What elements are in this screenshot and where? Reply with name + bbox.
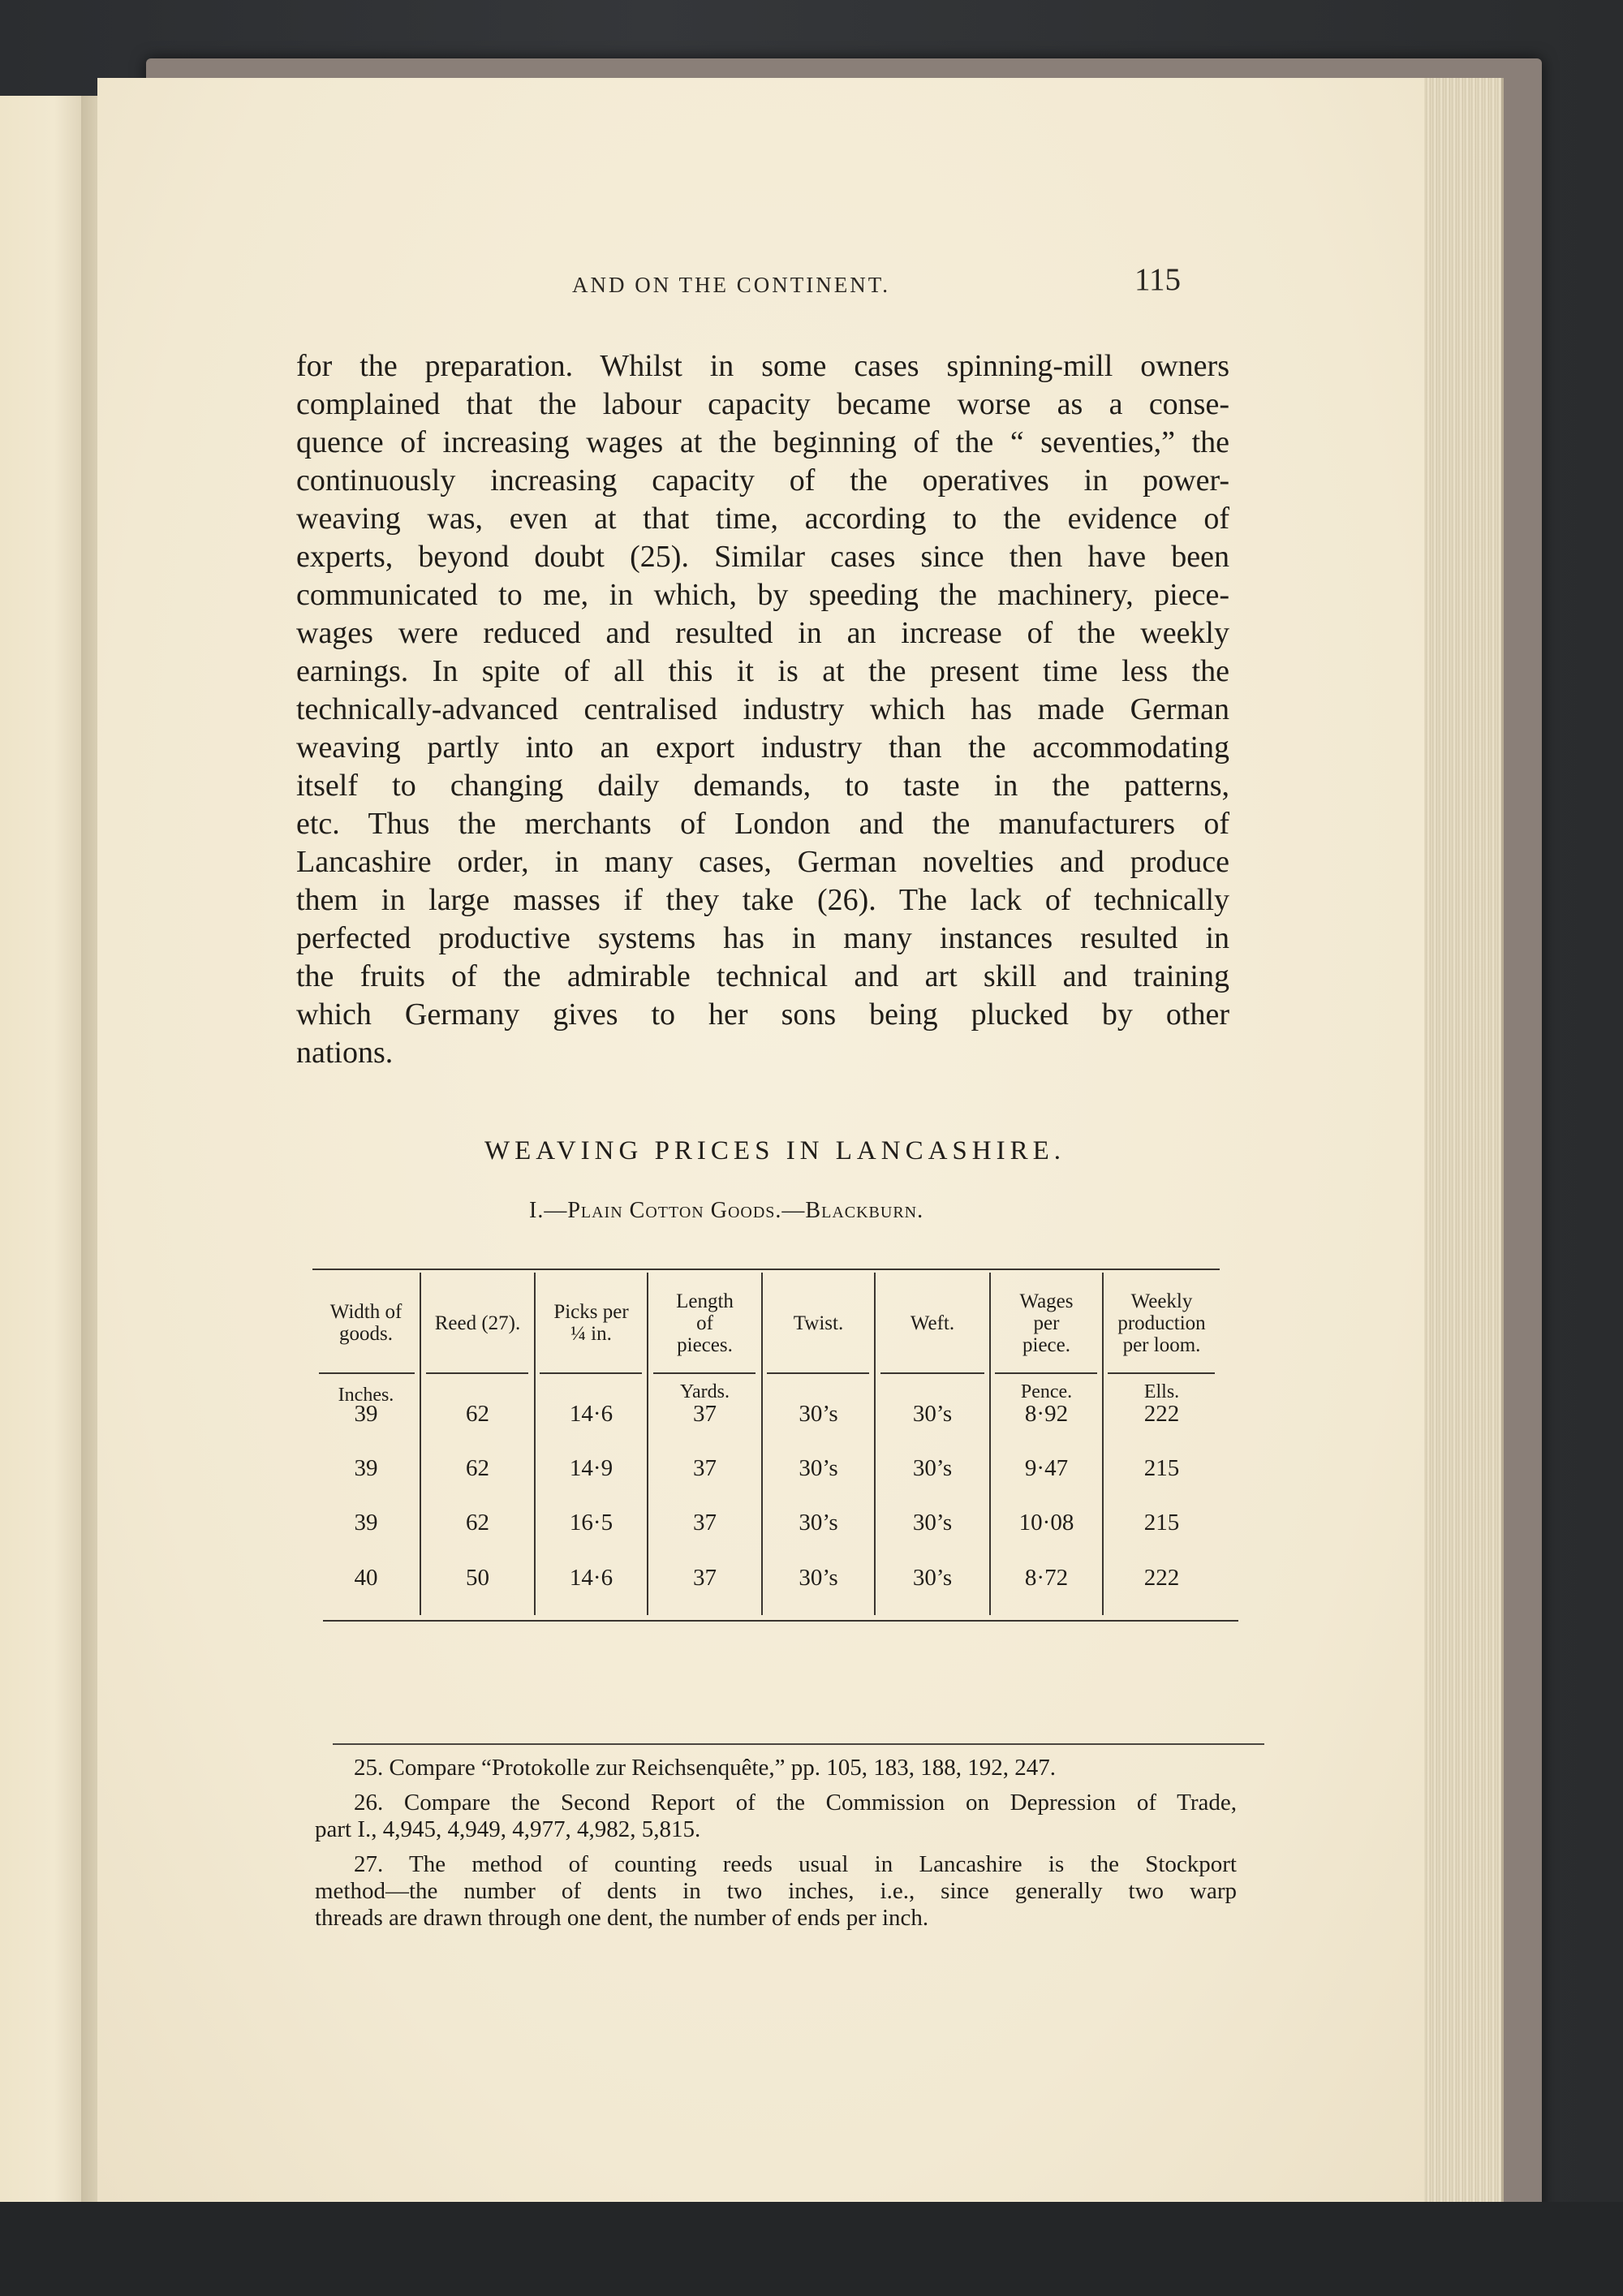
page-number: 115 — [1134, 262, 1182, 297]
unit-width: Inches. — [338, 1385, 394, 1406]
body-line: for the preparation. Whilst in some cases spinning-mill owners — [296, 349, 1229, 383]
cell-twist: 30’s — [799, 1565, 838, 1591]
table-bottom-rule — [323, 1620, 1238, 1622]
cell-production: 215 — [1143, 1455, 1180, 1481]
footnote-line: 27. The method of counting reeds usual in Lancashire is the Stockport — [354, 1851, 1237, 1877]
body-line: etc. Thus the merchants of London and the manufacturers of — [296, 807, 1229, 841]
cell-width: 39 — [354, 1455, 378, 1481]
unit-production: Ells. — [1143, 1381, 1180, 1402]
cell-wages: 10·08 — [1018, 1510, 1074, 1536]
cell-production: 222 — [1143, 1565, 1180, 1591]
cell-length: 37 — [693, 1455, 717, 1481]
body-line: wages were reduced and resulted in an increase of the weekly — [296, 616, 1229, 650]
body-line: continuously increasing capacity of the operatives in power- — [296, 463, 1229, 498]
body-line: earnings. In spite of all this it is at the present time less the — [296, 654, 1229, 688]
footnote-rule — [333, 1743, 1264, 1745]
body-line: technically-advanced centralised industry which has made German — [296, 692, 1229, 726]
footnote-line: part I., 4,945, 4,949, 4,977, 4,982, 5,815. — [315, 1816, 701, 1842]
header-production: Weekly production per loom. — [1117, 1290, 1206, 1356]
cell-production: 215 — [1143, 1510, 1180, 1536]
cell-production: 222 — [1143, 1401, 1180, 1427]
header-rule — [653, 1372, 756, 1374]
cell-width: 39 — [354, 1401, 378, 1427]
header-rule — [880, 1372, 984, 1374]
header-rule — [1108, 1372, 1215, 1374]
body-line: itself to changing daily demands, to taste in the patterns, — [296, 769, 1229, 803]
running-head: AND ON THE CONTINENT. — [572, 273, 890, 297]
header-picks: Picks per ¼ in. — [553, 1301, 629, 1345]
cell-weft: 30’s — [912, 1455, 953, 1481]
cell-width: 39 — [354, 1510, 378, 1536]
header-width: Width of goods. — [329, 1301, 403, 1345]
footnote-26 — [315, 1790, 1237, 1843]
footnotes — [315, 1755, 1237, 1940]
unit-length: Yards. — [680, 1381, 730, 1402]
subtitle-separator: .— — [775, 1198, 806, 1223]
footnote-line: threads are drawn through one dent, the number of ends per inch. — [315, 1905, 929, 1931]
cell-wages: 8·92 — [1024, 1401, 1069, 1427]
cell-picks: 14·9 — [569, 1455, 613, 1481]
table-title — [0, 1136, 1623, 1166]
subtitle-end: . — [917, 1198, 924, 1223]
cell-reed: 50 — [466, 1565, 489, 1591]
footnote-line: 26. Compare the Second Report of the Commission on Depression of Trade, — [354, 1790, 1237, 1816]
cell-twist: 30’s — [799, 1401, 838, 1427]
cell-reed: 62 — [466, 1455, 489, 1481]
cell-picks: 16·5 — [569, 1510, 613, 1536]
body-line: which Germany gives to her sons being plucked by other — [296, 997, 1229, 1032]
cell-twist: 30’s — [799, 1455, 838, 1481]
bottom-shadow — [0, 2202, 1623, 2296]
body-line: them in large masses if they take (26). The lack of technically — [296, 883, 1229, 917]
header-wages: Wages per piece. — [1019, 1290, 1074, 1356]
cell-length: 37 — [693, 1510, 717, 1536]
body-line: quence of increasing wages at the beginning of the “ seventies,” the — [296, 425, 1229, 459]
header-rule — [319, 1372, 415, 1374]
cell-weft: 30’s — [912, 1401, 953, 1427]
cell-length: 37 — [693, 1565, 717, 1591]
cell-picks: 14·6 — [569, 1565, 613, 1591]
header-rule — [995, 1372, 1097, 1374]
subtitle-category: Plain Cotton Goods — [567, 1198, 776, 1223]
footnote-25 — [315, 1755, 1237, 1781]
body-line: the fruits of the admirable technical and art skill and training — [296, 959, 1229, 993]
table-subtitle — [529, 1198, 923, 1224]
body-line: Lancashire order, in many cases, German novelties and produce — [296, 845, 1229, 879]
footnote-27 — [315, 1851, 1237, 1932]
table-title-text: WEAVING PRICES IN LANCASHIRE. — [484, 1136, 1066, 1165]
header-length: Length of pieces. — [676, 1290, 734, 1356]
header-rule — [540, 1372, 642, 1374]
footnote-line: 25. Compare “Protokolle zur Reichsenquête,” pp. 105, 183, 188, 192, 247. — [354, 1755, 1057, 1781]
body-line: communicated to me, in which, by speeding the machinery, piece- — [296, 578, 1229, 612]
weaving-prices-table — [312, 1273, 1220, 1615]
body-line: nations. — [296, 1036, 394, 1070]
body-line: weaving was, even at that time, according to the evidence of — [296, 502, 1229, 536]
header-twist: Twist. — [793, 1312, 844, 1334]
subtitle-place: Blackburn — [805, 1198, 918, 1223]
footnote-line: method—the number of dents in two inches, i.e., since generally two warp — [315, 1878, 1237, 1904]
header-rule — [767, 1372, 869, 1374]
cell-picks: 14·6 — [569, 1401, 613, 1427]
body-line: complained that the labour capacity became worse as a conse- — [296, 387, 1229, 421]
cell-reed: 62 — [466, 1510, 489, 1536]
cell-weft: 30’s — [912, 1510, 953, 1536]
header-rule — [426, 1372, 528, 1374]
subtitle-prefix: I.— — [529, 1198, 568, 1223]
unit-wages: Pence. — [1020, 1381, 1073, 1402]
cell-weft: 30’s — [912, 1565, 953, 1591]
cell-width: 40 — [354, 1565, 378, 1591]
body-line: weaving partly into an export industry than the accommodating — [296, 730, 1229, 765]
table-top-rule — [312, 1269, 1220, 1270]
cell-twist: 30’s — [799, 1510, 838, 1536]
body-line: experts, beyond doubt (25). Similar cases since then have been — [296, 540, 1229, 574]
cell-wages: 9·47 — [1024, 1455, 1069, 1481]
cell-reed: 62 — [466, 1401, 489, 1427]
body-text — [296, 347, 1229, 1072]
header-reed: Reed (27). — [434, 1312, 521, 1334]
header-weft: Weft. — [910, 1312, 955, 1334]
cell-wages: 8·72 — [1024, 1565, 1069, 1591]
body-line: perfected productive systems has in many instances resulted in — [296, 921, 1229, 955]
cell-length: 37 — [693, 1401, 717, 1427]
